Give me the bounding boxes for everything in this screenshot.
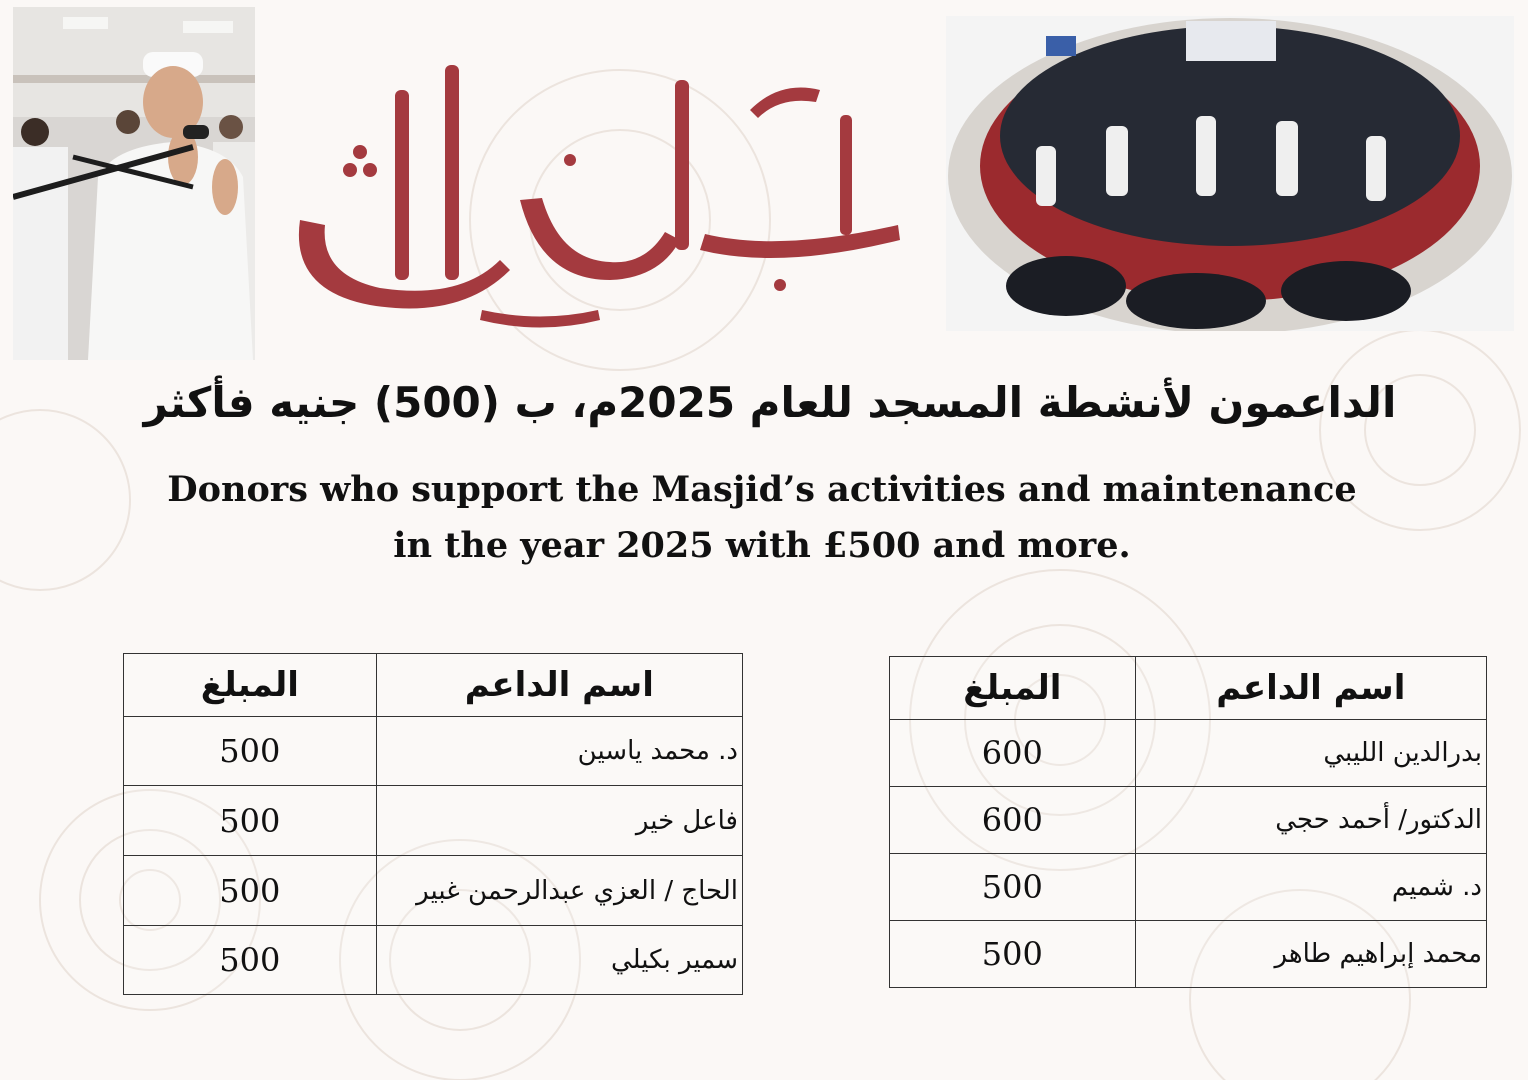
- donor-name: د. شميم: [1135, 854, 1486, 921]
- table-row: [890, 787, 1487, 854]
- table-header-row: [890, 657, 1487, 720]
- donor-amount: 500: [124, 717, 377, 786]
- table-row: [124, 926, 743, 995]
- donor-name: د. محمد ياسين: [376, 717, 742, 786]
- donor-name: الحاج / العزي عبدالرحمن غبير: [376, 856, 742, 926]
- title-english-line-2: in the year 2025 with £500 and more.: [393, 525, 1131, 566]
- donor-name: سمير بكيلي: [376, 926, 742, 995]
- donor-name: فاعل خير: [376, 786, 742, 856]
- donor-name: محمد إبراهيم طاهر: [1135, 921, 1486, 988]
- column-header-name: اسم الداعم: [1135, 657, 1486, 720]
- column-header-name: اسم الداعم: [376, 654, 742, 717]
- donors-table-left: [123, 653, 743, 995]
- donor-name: بدرالدين الليبي: [1135, 720, 1486, 787]
- table-row: [124, 856, 743, 926]
- table-row: [124, 786, 743, 856]
- donor-amount: 500: [124, 786, 377, 856]
- table-row: [890, 854, 1487, 921]
- donor-amount: 500: [124, 856, 377, 926]
- table-row: [124, 717, 743, 786]
- donor-amount: 500: [890, 921, 1136, 988]
- title-english: [100, 462, 1424, 574]
- donors-table-right: [889, 656, 1487, 988]
- donor-amount: 500: [124, 926, 377, 995]
- donor-name: الدكتور/ أحمد حجي: [1135, 787, 1486, 854]
- title-arabic: الداعمون لأنشطة المسجد للعام 2025م، ب (500) جنيه فأكثر: [143, 378, 1397, 427]
- donor-amount: 500: [890, 854, 1136, 921]
- imam-photo: [13, 7, 255, 360]
- donor-amount: 600: [890, 720, 1136, 787]
- table-row: [890, 720, 1487, 787]
- donor-amount: 600: [890, 787, 1136, 854]
- table-header-row: [124, 654, 743, 717]
- congregation-photo: [946, 16, 1514, 331]
- title-english-line-1: Donors who support the Masjid’s activities and maintenance: [167, 469, 1357, 510]
- column-header-amount: المبلغ: [124, 654, 377, 717]
- table-row: [890, 921, 1487, 988]
- column-header-amount: المبلغ: [890, 657, 1136, 720]
